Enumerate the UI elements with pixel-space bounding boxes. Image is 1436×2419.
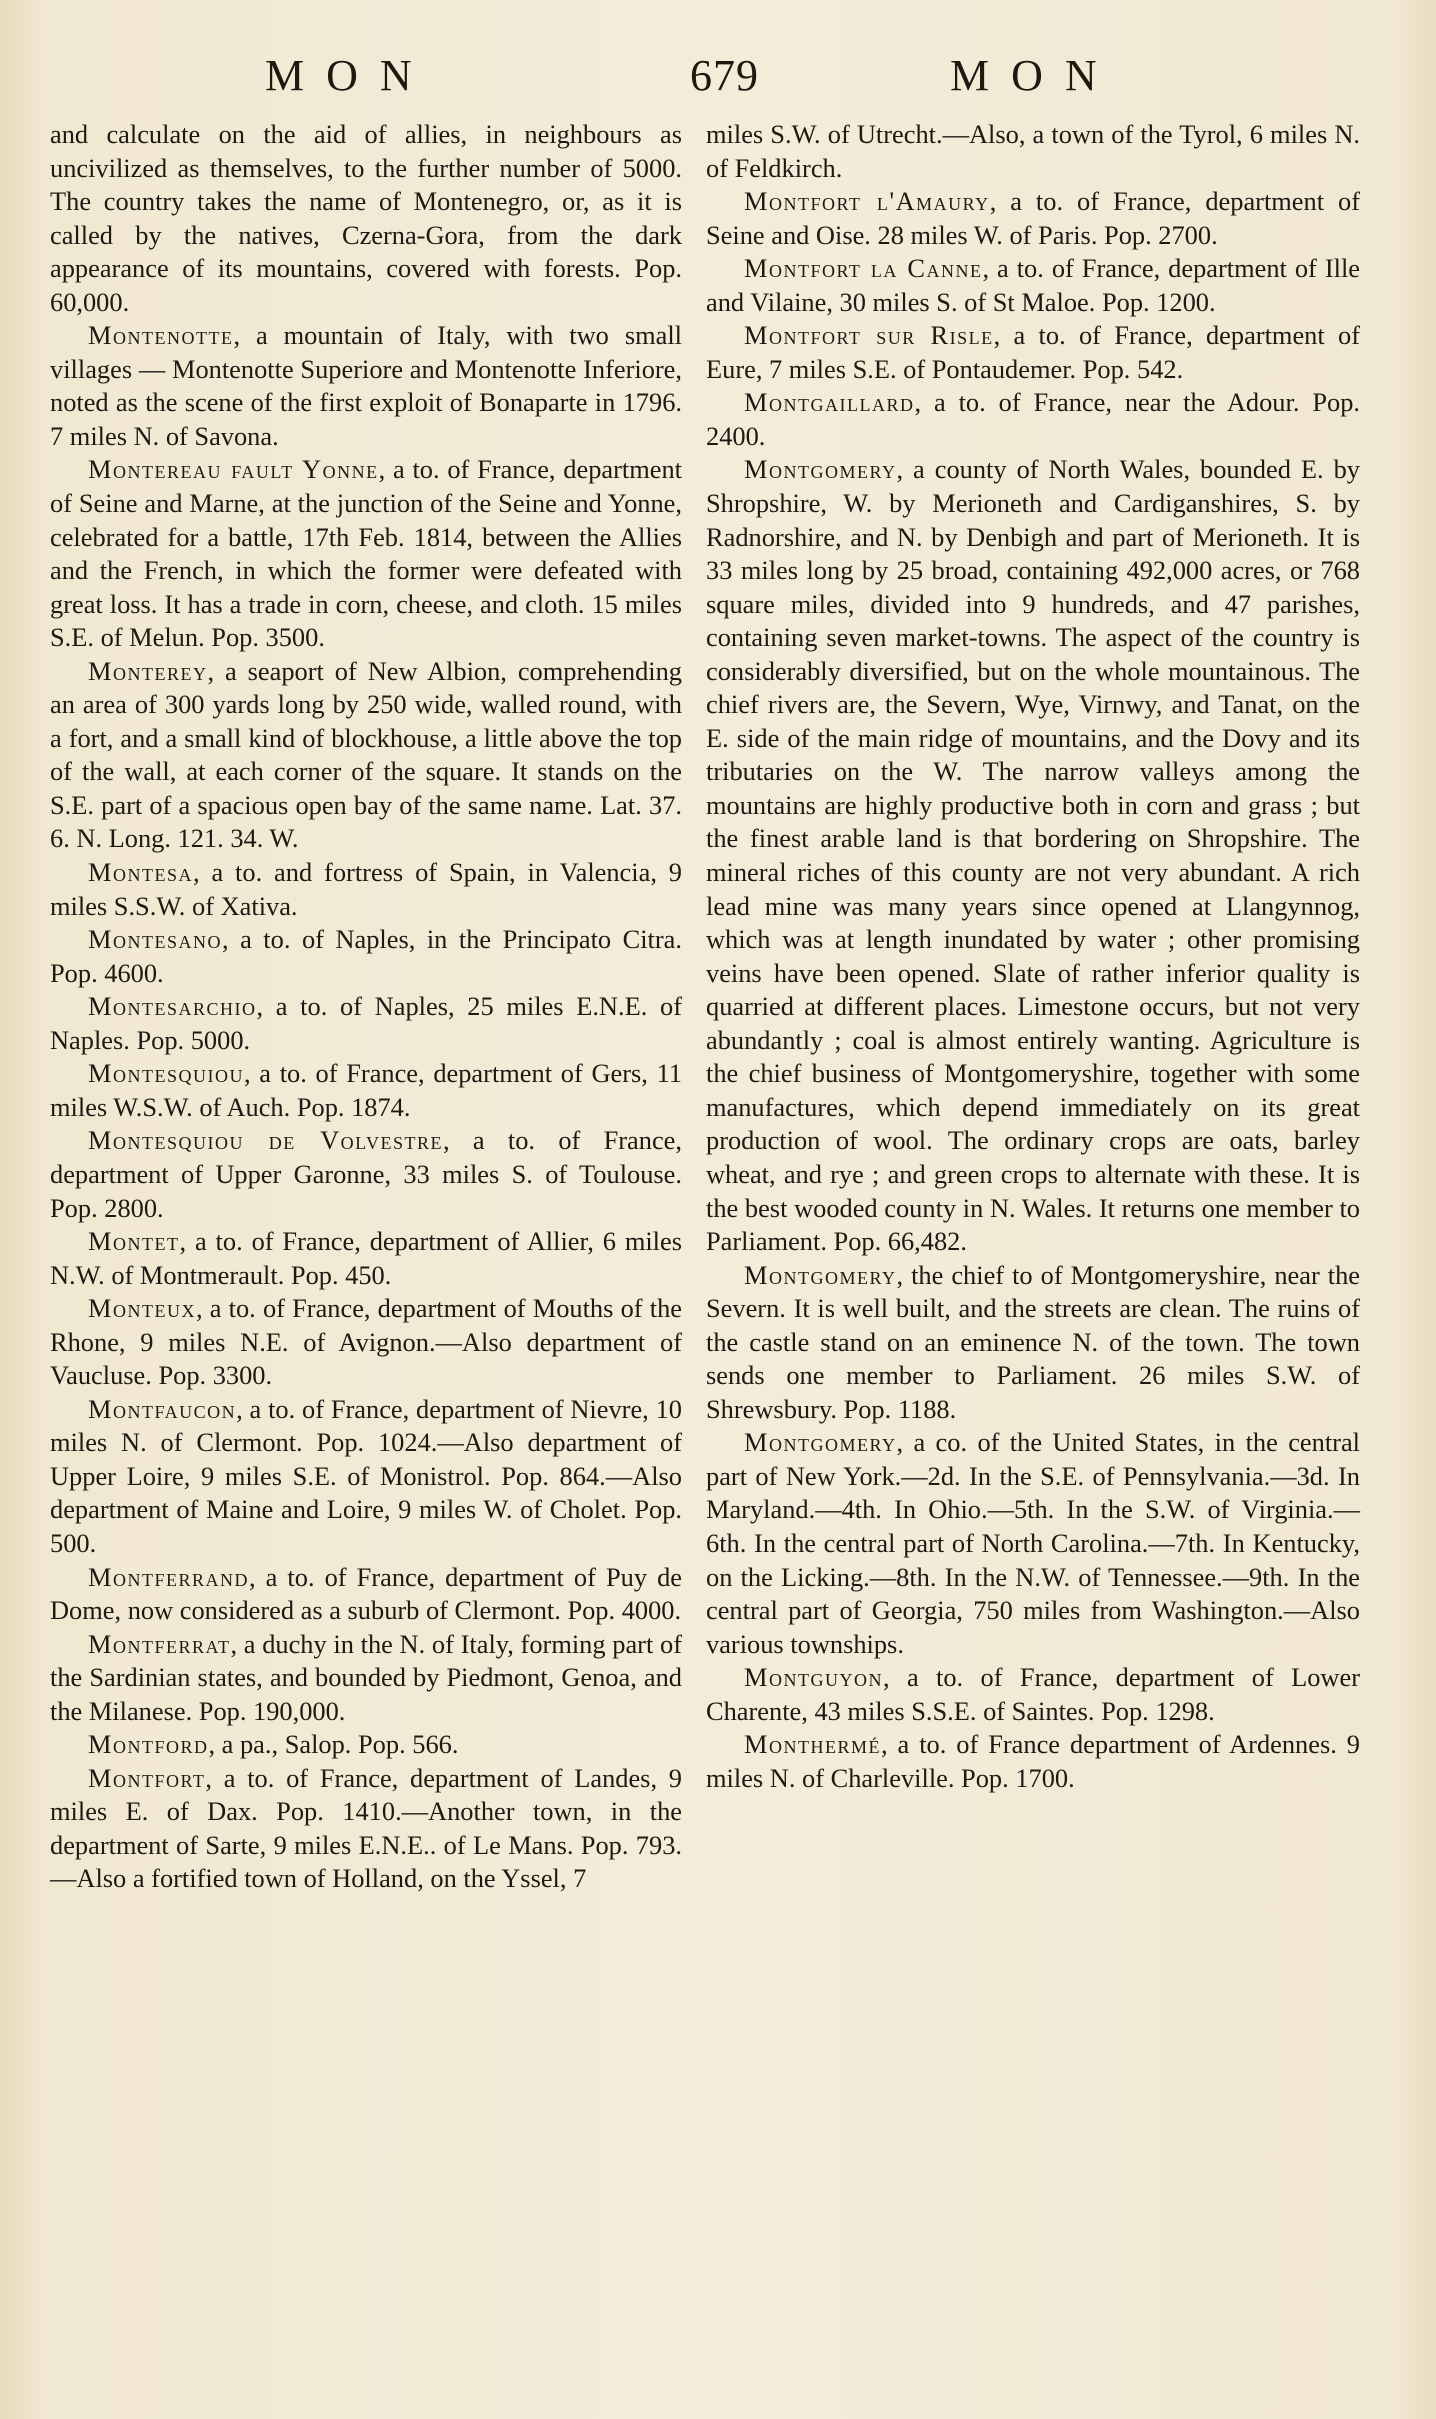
gazetteer-entry: [50, 1124, 682, 1225]
left-column: [50, 118, 682, 1896]
entry-text: , a to. of France, department of Puy de Dome, now considered as a suburb of Clermont. Pop. 4000.: [50, 1561, 682, 1626]
gazetteer-entry: [706, 1661, 1360, 1728]
entry-text: , a to. of France, department of Seine and Marne, at the junction of the Seine and Yonne, celebrated for a battle, 17th Feb. 1814, between the Allies and the French, in which the former were defeated with great loss. It has a trade in corn, cheese, and cloth. 15 miles S.E. of Melun. Pop. 3500.: [50, 454, 682, 653]
entry-headword: Montfort la Canne: [744, 253, 983, 284]
entry-text: , a to. of Naples, 25 miles E.N.E. of Naples. Pop. 5000.: [50, 991, 682, 1055]
entry-headword: Montfort: [88, 1762, 206, 1793]
right-column: [706, 118, 1360, 1795]
gazetteer-entry: [50, 655, 682, 856]
entry-headword: Montesarchio: [88, 991, 257, 1022]
header-left-catchword: MON: [265, 51, 434, 100]
entry-text: , a to. of France, department of Allier, 6 miles N.W. of Montmerault. Pop. 450.: [50, 1226, 682, 1290]
entry-headword: Montereau fault Yonne: [88, 454, 379, 485]
entry-headword: Montesquiou: [88, 1058, 244, 1089]
entry-text: , a to. and fortress of Spain, in Valencia, 9 miles S.S.W. of Xativa.: [50, 857, 682, 921]
entry-text: , a to. of France, department of Ille and Vilaine, 30 miles S. of St Maloe. Pop. 1200.: [706, 253, 1360, 317]
entry-text: and calculate on the aid of allies, in neighbours as uncivilized as themselves, to the further number of 5000. The country takes the name of Montenegro, or, as it is called by the natives, Czerna-Gora, from the dark appearance of its mountains, covered with forests. Pop. 60,000.: [50, 119, 682, 317]
entry-headword: Montesano: [88, 924, 222, 955]
entry-text: , a to. of France department of Ardennes. 9 miles N. of Charleville. Pop. 1700.: [706, 1729, 1360, 1793]
entry-headword: Monteux: [88, 1293, 196, 1324]
entry-text: , a seaport of New Albion, comprehending an area of 300 yards long by 250 wide, walled round, with a fort, and a small kind of blockhouse, a little above the top of the wall, at each corner of the square. It stands on the S.E. part of a spacious open bay of the same name. Lat. 37. 6. N. Long. 121. 34. W.: [50, 655, 682, 854]
gazetteer-entry: [50, 856, 682, 923]
entry-text: , a to. of France, department of Landes, 9 miles E. of Dax. Pop. 1410.—Another town, in the department of Sarte, 9 miles E.N.E.. of Le Mans. Pop. 793.—Also a fortified town of Holland, on the Yssel, 7: [50, 1762, 682, 1894]
gazetteer-entry: [706, 1426, 1360, 1661]
entry-headword: Montgaillard: [744, 387, 915, 418]
gazetteer-entry: [706, 453, 1360, 1258]
entry-headword: Montet: [88, 1226, 180, 1257]
gazetteer-entry: [706, 386, 1360, 453]
entry-text: , a to. of France, department of Nievre, 10 miles N. of Clermont. Pop. 1024.—Also department of Upper Loire, 9 miles S.E. of Monistrol. Pop. 864.—Also department of Maine and Loire, 9 miles W. of Cholet. Pop. 500.: [50, 1393, 682, 1558]
entry-text: , a to. of France, department of Lower Charente, 43 miles S.S.E. of Saintes. Pop. 1298.: [706, 1662, 1360, 1726]
entry-text: , a county of North Wales, bounded E. by Shropshire, W. by Merioneth and Cardiganshires, S. by Radnorshire, and N. by Denbigh and part of Merioneth. It is 33 miles long by 25 broad, containing 492,000 acres, or 768 square miles, divided into 9 hundreds, and 47 parishes, containing seven market-towns. The aspect of the country is considerably diversified, but on the whole mountainous. The chief rivers are, the Severn, Wye, Virnwy, and Tanat, on the E. side of the main ridge of mountains, and the Dovy and its tributaries on the W. The narrow valleys among the mountains are highly productive both in corn and grass ; but the finest arable land is that bordering on Shropshire. The mineral riches of this county are not very abundant. A rich lead mine was many years since opened at Llangynnog, which was at length inundated by water ; other promising veins have been opened. Slate of rather inferior quality is quarried at different places. Limestone occurs, but not very abundantly ; coal is almost entirely wanting. Agriculture is the chief business of Montgomeryshire, together with some manufactures, which depend immediately on its great production of wool. The ordinary crops are oats, barley wheat, and rye ; and green crops to alternate with these. It is the best wooded county in N. Wales. It returns one member to Parliament. Pop. 66,482.: [706, 454, 1360, 1257]
gazetteer-entry: [50, 118, 682, 319]
entry-text: , a to. of France, department of Gers, 11 miles W.S.W. of Auch. Pop. 1874.: [50, 1058, 682, 1122]
entry-headword: Monthermé: [744, 1729, 881, 1760]
entry-text: , a to. of France, department of Upper Garonne, 33 miles S. of Toulouse. Pop. 2800.: [50, 1125, 682, 1223]
gazetteer-entry: [706, 319, 1360, 386]
entry-headword: Montfort sur Risle: [744, 320, 994, 351]
gazetteer-entry: [50, 1225, 682, 1292]
gazetteer-entry: [706, 1728, 1360, 1795]
gazetteer-entry: [706, 118, 1360, 185]
gazetteer-entry: [50, 923, 682, 990]
entry-text: , a duchy in the N. of Italy, forming part of the Sardinian states, and bounded by Piedmont, Genoa, and the Milanese. Pop. 190,000.: [50, 1628, 682, 1726]
gazetteer-entry: [50, 1728, 682, 1762]
entry-text: , a to. of France, department of Eure, 7 miles S.E. of Pontaudemer. Pop. 542.: [706, 320, 1360, 384]
gazetteer-entry: [706, 1259, 1360, 1427]
gazetteer-entry: [50, 319, 682, 453]
entry-text: , a to. of France, near the Adour. Pop. 2400.: [706, 387, 1360, 451]
header-right-catchword: MON: [950, 51, 1119, 100]
running-header: [0, 50, 1436, 110]
entry-text: miles S.W. of Utrecht.—Also, a town of the Tyrol, 6 miles N. of Feldkirch.: [706, 119, 1360, 183]
entry-text: , a to. of France, department of Seine and Oise. 28 miles W. of Paris. Pop. 2700.: [706, 186, 1360, 250]
entry-text: , the chief to of Montgomeryshire, near the Severn. It is well built, and the streets are clean. The ruins of the castle stand on an eminence N. of the town. The town sends one member to Parliament. 26 miles S.W. of Shrewsbury. Pop. 1188.: [706, 1259, 1360, 1424]
entry-headword: Montenotte: [88, 320, 234, 351]
gazetteer-entry: [706, 185, 1360, 252]
gazetteer-entry: [50, 1762, 682, 1896]
gazetteer-entry: [50, 1393, 682, 1561]
page-number: 679: [690, 51, 759, 100]
entry-headword: Montferrand: [88, 1561, 249, 1592]
entry-headword: Montfaucon: [88, 1393, 237, 1424]
gazetteer-entry: [706, 252, 1360, 319]
entry-headword: Monterey: [88, 655, 208, 686]
gazetteer-entry: [50, 1057, 682, 1124]
entry-headword: Montgomery: [744, 1259, 897, 1290]
entry-text: , a to. of Naples, in the Principato Citra. Pop. 4600.: [50, 924, 682, 988]
entry-headword: Montferrat: [88, 1628, 231, 1659]
entry-headword: Montguyon: [744, 1662, 883, 1693]
entry-headword: Montesa: [88, 857, 193, 888]
entry-text: , a pa., Salop. Pop. 566.: [208, 1729, 459, 1760]
entry-headword: Montford: [88, 1729, 209, 1760]
entry-text: , a co. of the United States, in the central part of New York.—2d. In the S.E. of Pennsylvania.—3d. In Maryland.—4th. In Ohio.—5th. In the S.W. of Virginia.—6th. In the central part of North Carolina.—7th. In Kentucky, on the Licking.—8th. In the N.W. of Tennessee.—9th. In the central part of Georgia, 750 miles from Washington.—Also various townships.: [706, 1427, 1360, 1659]
gazetteer-entry: [50, 1292, 682, 1393]
gazetteer-entry: [50, 1561, 682, 1628]
gazetteer-entry: [50, 990, 682, 1057]
gazetteer-entry: [50, 453, 682, 654]
entry-headword: Montesquiou de Volvestre: [88, 1125, 443, 1156]
entry-headword: Montfort l'Amaury: [744, 186, 990, 217]
entry-text: , a to. of France, department of Mouths of the Rhone, 9 miles N.E. of Avignon.—Also department of Vaucluse. Pop. 3300.: [50, 1293, 682, 1391]
gazetteer-entry: [50, 1628, 682, 1729]
entry-headword: Montgomery: [744, 454, 897, 485]
entry-headword: Montgomery: [744, 1427, 897, 1458]
entry-text: , a mountain of Italy, with two small villages — Montenotte Superiore and Montenotte Inferiore, noted as the scene of the first exploit of Bonaparte in 1796. 7 miles N. of Savona.: [50, 320, 682, 451]
